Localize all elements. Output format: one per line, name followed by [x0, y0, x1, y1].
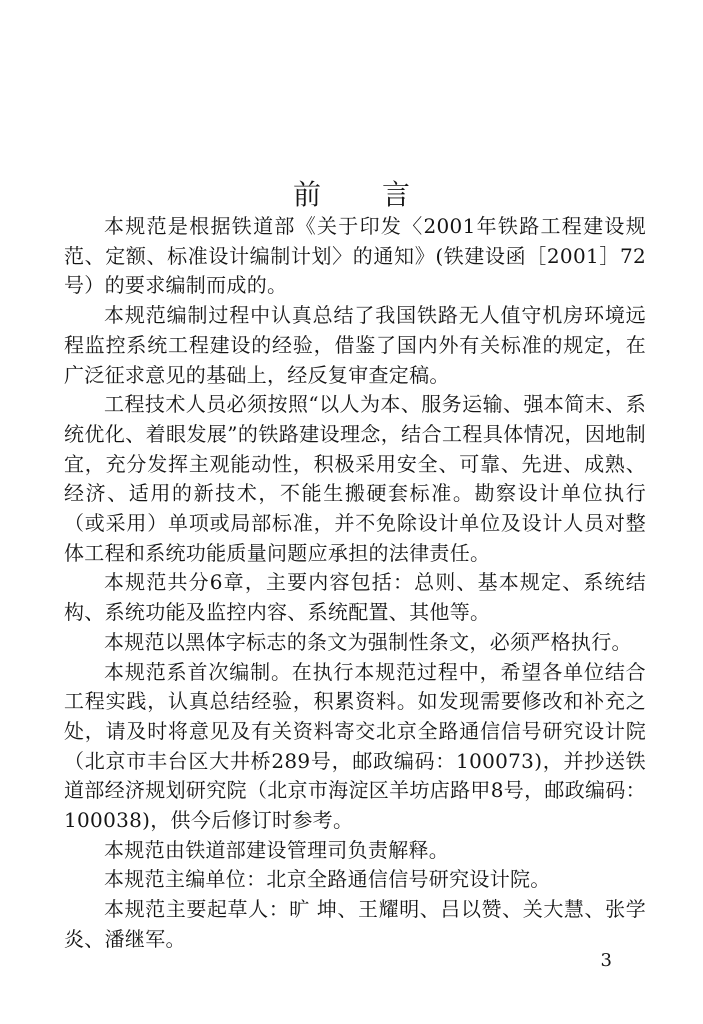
- paragraph-feedback: 本规范系首次编制。在执行本规范过程中，希望各单位结合工程实践，认真总结经验，积累资料。如发现需要修改和补充之处，请及时将意见及有关资料寄交北京全路通信信号研究设计院（北京市丰台区大井桥289号，邮政编码：100073)，并抄送铁道部经济规划研究院（北京市海淀区羊坊店路甲8号，邮政编码：100038)，供今后修订时参考。: [64, 659, 646, 833]
- paragraph-basis: 本规范是根据铁道部《关于印发〈2001年铁路工程建设规范、定额、标准设计编制计划〉的通知》(铁建设函［2001］72号）的要求编制而成的。: [64, 214, 646, 298]
- paragraph-engineering-principles: 工程技术人员必须按照“以人为本、服务运输、强本简末、系统优化、着眼发展”的铁路建设理念，结合工程具体情况，因地制宜，充分发挥主观能动性，积极采用安全、可靠、先进、成熟、经济、适用的新技术，不能生搬硬套标准。勘察设计单位执行（或采用）单项或局部标准，并不免除设计单位及设计人员对整体工程和系统功能质量问题应承担的法律责任。: [64, 392, 646, 565]
- paragraph-drafters: 本规范主要起草人：旷 坤、王耀明、吕以赞、关大慧、张学炎、潘继军。: [64, 897, 646, 951]
- page-number: 3: [600, 950, 612, 971]
- paragraph-interpretation: 本规范由铁道部建设管理司负责解释。: [104, 837, 450, 862]
- preface-body: [64, 212, 646, 955]
- paragraph-chief-unit: 本规范主编单位：北京全路通信信号研究设计院。: [104, 867, 551, 892]
- paragraph-mandatory-clauses: 本规范以黑体字标志的条文为强制性条文，必须严格执行。: [104, 629, 632, 654]
- paragraph-chapter-summary: 本规范共分6章，主要内容包括：总则、基本规定、系统结构、系统功能及监控内容、系统配置、其他等。: [64, 570, 646, 625]
- page-title: 前 言: [293, 177, 436, 211]
- paragraph-compilation: 本规范编制过程中认真总结了我国铁路无人值守机房环境远程监控系统工程建设的经验，借鉴了国内外有关标准的规定，在广泛征求意见的基础上，经反复审查定稿。: [64, 303, 646, 387]
